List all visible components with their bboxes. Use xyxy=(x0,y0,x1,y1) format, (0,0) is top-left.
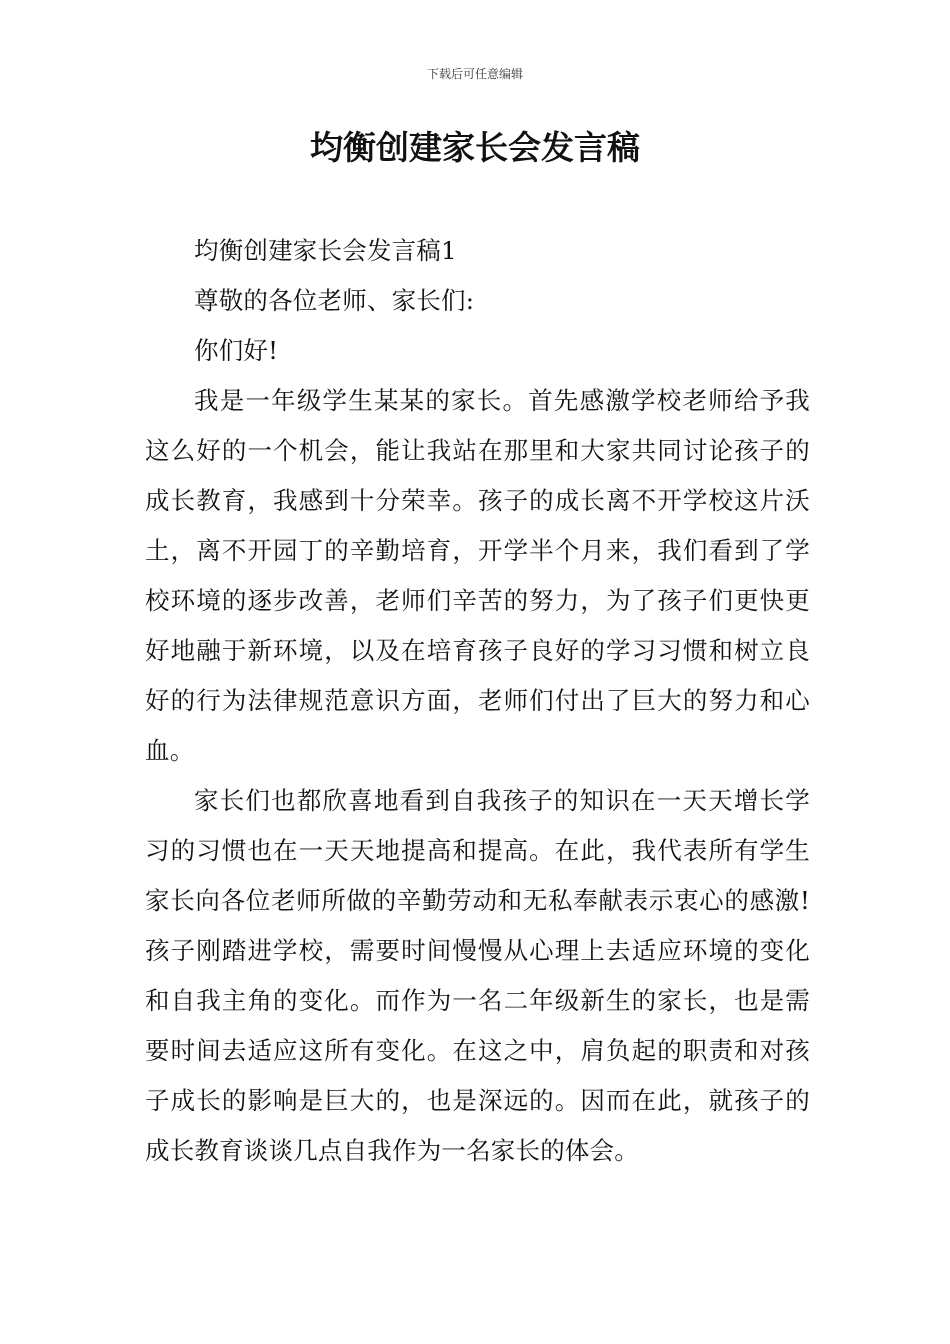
paragraph-gratitude: 家长们也都欣喜地看到自我孩子的知识在一天天增长学习的习惯也在一天天地提高和提高。在此，我代表所有学生家长向各位老师所做的辛勤劳动和无私奉献表示衷心的感激!孩子刚踏进学校，需要时间慢慢从心理上去适应环境的变化和自我主角的变化。而作为一名二年级新生的家长，也是需要时间去适应这所有变化。在这之中，肩负起的职责和对孩子成长的影响是巨大的，也是深远的。因而在此，就孩子的成长教育谈谈几点自我作为一名家长的体会。 xyxy=(145,786,810,1165)
document-title: 均衡创建家长会发言稿 xyxy=(310,128,640,167)
document-body xyxy=(145,226,810,1176)
section-heading: 均衡创建家长会发言稿1 xyxy=(194,236,457,265)
salutation: 尊敬的各位老师、家长们: xyxy=(194,286,475,315)
greeting: 你们好! xyxy=(194,336,279,365)
header-note: 下载后可任意编辑 xyxy=(426,67,523,81)
paragraph-introduction: 我是一年级学生某某的家长。首先感激学校老师给予我这么好的一个机会，能让我站在那里和大家共同讨论孩子的成长教育，我感到十分荣幸。孩子的成长离不开学校这片沃土，离不开园丁的辛勤培育，开学半个月来，我们看到了学校环境的逐步改善，老师们辛苦的努力，为了孩子们更快更好地融于新环境，以及在培育孩子良好的学习习惯和树立良好的行为法律规范意识方面，老师们付出了巨大的努力和心血。 xyxy=(145,386,810,765)
